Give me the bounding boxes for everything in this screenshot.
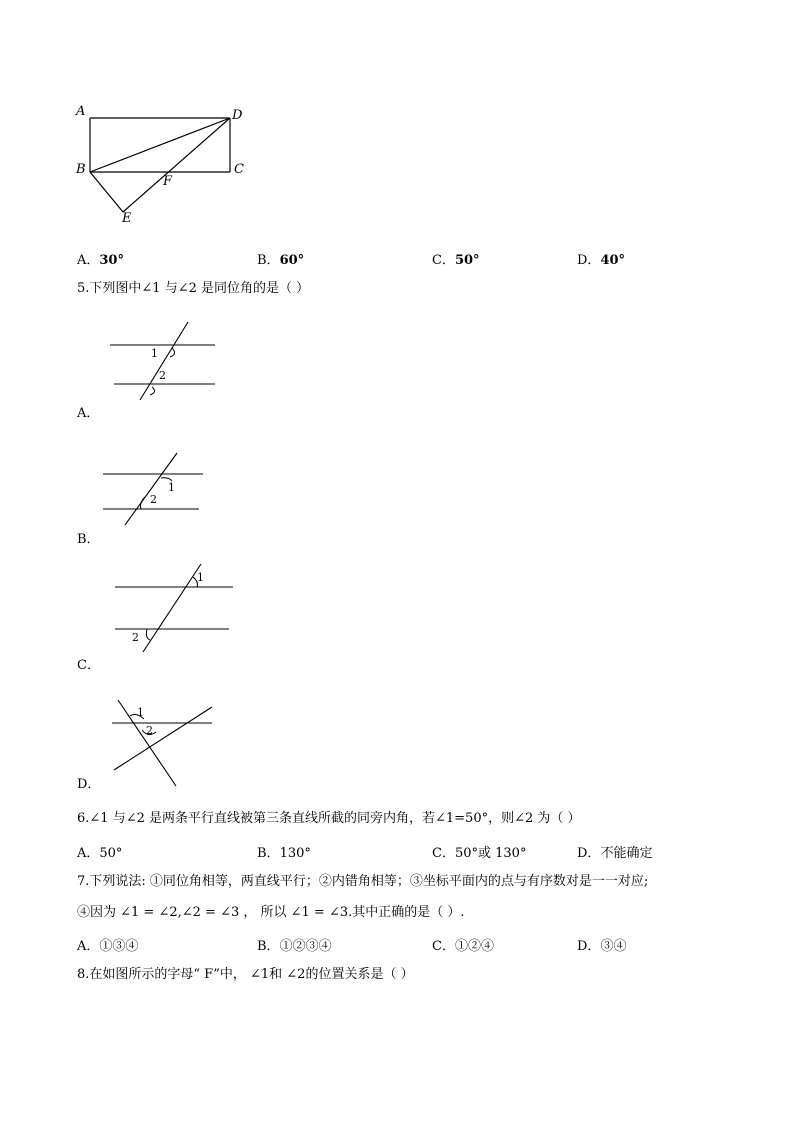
label-D: D xyxy=(232,108,243,123)
q6-option-d[interactable] xyxy=(577,842,652,861)
q4-option-d[interactable] xyxy=(577,249,625,268)
option-text: ①②④ xyxy=(454,939,494,954)
q5-figure-b xyxy=(95,453,225,533)
q7-options xyxy=(77,935,717,953)
diagram-c xyxy=(105,560,245,660)
angle-2-label: 2 xyxy=(146,724,153,737)
option-text: ①②③④ xyxy=(279,939,332,954)
q6-options xyxy=(77,842,717,860)
q4-figure xyxy=(70,100,260,230)
option-text: ③④ xyxy=(600,939,627,954)
q5-stem: 5.下列图中∠1 与∠2 是同位角的是（ ） xyxy=(77,281,310,296)
angle-1-label: 1 xyxy=(197,571,204,584)
angle-2-label: 2 xyxy=(132,631,139,644)
option-text: 40° xyxy=(600,253,626,268)
option-letter: C． xyxy=(432,939,455,954)
option-text: 50°或 130° xyxy=(454,846,527,861)
option-letter: C． xyxy=(432,253,455,268)
q5-figure-a xyxy=(100,318,230,403)
q5-option-c[interactable]: C． xyxy=(77,658,100,673)
q6-option-c[interactable] xyxy=(432,842,526,861)
q6-stem: 6.∠1 与∠2 是两条平行直线被第三条直线所截的同旁内角，若∠1=50°，则∠2 为（ ） xyxy=(77,811,581,826)
option-letter: A． xyxy=(77,939,100,954)
option-text: 50° xyxy=(454,253,480,268)
angle-2-label: 2 xyxy=(159,369,166,382)
diagram-b xyxy=(95,453,225,533)
angle-1-label: 1 xyxy=(168,481,175,494)
option-text: 50° xyxy=(99,846,123,861)
q4-option-b[interactable] xyxy=(257,249,304,268)
q4-options xyxy=(77,249,717,267)
q4-option-a[interactable] xyxy=(77,249,124,268)
q5-figure-c xyxy=(105,560,245,660)
diagram-d xyxy=(100,698,230,788)
q8-stem: 8.在如图所示的字母“ F”中， ∠1和 ∠2的位置关系是（ ） xyxy=(77,967,414,982)
q6-option-b[interactable] xyxy=(257,842,311,861)
option-text: 30° xyxy=(99,253,124,268)
angle-1-label: 1 xyxy=(151,347,158,360)
option-letter: D． xyxy=(577,846,601,861)
q7-option-c[interactable] xyxy=(432,935,494,954)
option-text: 不能确定 xyxy=(600,846,653,861)
label-B: B xyxy=(76,162,86,177)
q7-option-a[interactable] xyxy=(77,935,138,954)
label-A: A xyxy=(76,104,86,119)
option-text: 60° xyxy=(279,253,305,268)
angle-2-label: 2 xyxy=(150,493,157,506)
option-text: 130° xyxy=(279,846,311,861)
q5-figure-d xyxy=(100,698,230,788)
label-E: E xyxy=(122,211,132,226)
label-F: F xyxy=(163,174,173,189)
option-letter: C． xyxy=(432,846,455,861)
q7-option-b[interactable] xyxy=(257,935,332,954)
option-letter: D． xyxy=(577,939,601,954)
label-C: C xyxy=(234,162,244,177)
option-letter: D． xyxy=(577,253,601,268)
option-letter: B． xyxy=(257,846,280,861)
option-letter: A． xyxy=(77,253,100,268)
q5-option-a[interactable]: A． xyxy=(77,406,100,421)
q5-option-d[interactable]: D． xyxy=(77,777,101,792)
angle-1-label: 1 xyxy=(137,706,144,719)
option-text: ①③④ xyxy=(99,939,139,954)
q6-option-a[interactable] xyxy=(77,842,122,861)
q5-option-b[interactable]: B． xyxy=(77,532,100,547)
option-letter: A． xyxy=(77,846,100,861)
q7-option-d[interactable] xyxy=(577,935,626,954)
q7-stem-line1: 7.下列说法: ①同位角相等，两直线平行；②内错角相等；③坐标平面内的点与有序数对是一一对应; xyxy=(77,874,649,889)
q4-option-c[interactable] xyxy=(432,249,480,268)
q7-stem-line2: ④因为 ∠1 = ∠2,∠2 = ∠3 ， 所以 ∠1 = ∠3.其中正确的是（ ）. xyxy=(77,905,465,920)
diagram-a xyxy=(100,318,230,403)
option-letter: B． xyxy=(257,939,280,954)
option-letter: B． xyxy=(257,253,280,268)
